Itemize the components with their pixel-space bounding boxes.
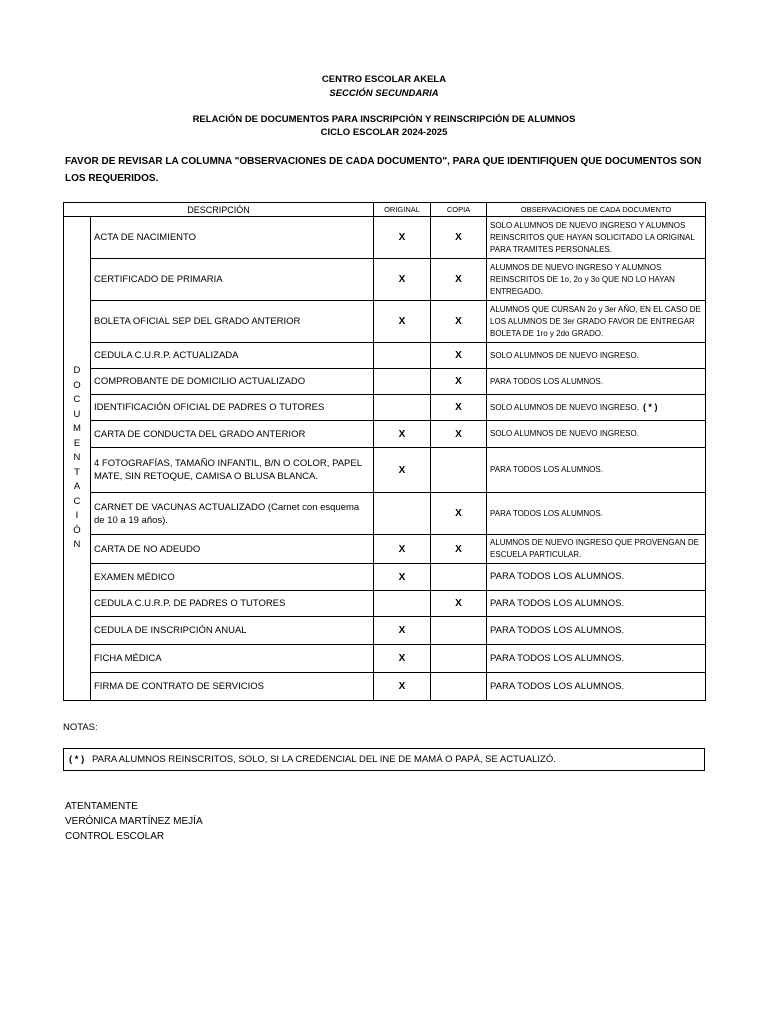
vertical-letter: E: [73, 437, 81, 449]
original-mark: X: [374, 617, 431, 645]
copy-mark: X: [431, 421, 487, 448]
observation-text: PARA TODOS LOS ALUMNOS.: [490, 465, 603, 474]
original-mark: [374, 591, 431, 617]
original-mark: [374, 395, 431, 421]
observation-text: ALUMNOS DE NUEVO INGRESO QUE PROVENGAN DE ESCUELA PARTICULAR.: [490, 538, 699, 559]
observation-text: SOLO ALUMNOS DE NUEVO INGRESO.: [490, 429, 639, 438]
header-observations: OBSERVACIONES DE CADA DOCUMENTO: [487, 203, 706, 217]
table-row: [64, 448, 706, 493]
observation-text: ALUMNOS DE NUEVO INGRESO Y ALUMNOS REINSCRITOS DE 1o, 2o y 3o QUE NO LO HAYAN ENTREGADO.: [490, 262, 675, 296]
copy-mark: [431, 448, 487, 493]
original-mark: X: [374, 535, 431, 564]
observation-cell: [487, 591, 706, 617]
vertical-letter: O: [73, 379, 81, 391]
table-header-row: [64, 203, 706, 217]
original-mark: [374, 493, 431, 535]
original-mark: [374, 369, 431, 395]
observation-cell: [487, 673, 706, 701]
vertical-letter: C: [73, 495, 81, 507]
signature-name: VERÓNICA MARTÍNEZ MEJÍA: [65, 816, 203, 827]
copy-mark: X: [431, 493, 487, 535]
original-mark: X: [374, 564, 431, 591]
school-cycle: CICLO ESCOLAR 2024-2025: [320, 127, 448, 138]
document-description: CERTIFICADO DE PRIMARIA: [91, 259, 374, 301]
copy-mark: X: [431, 395, 487, 421]
note-text: PARA ALUMNOS REINSCRITOS, SOLO, SI LA CREDENCIAL DEL INE DE MAMÁ O PAPÁ, SE ACTUALIZÓ.: [92, 754, 556, 765]
copy-mark: [431, 645, 487, 673]
signature-closing: ATENTAMENTE: [65, 801, 138, 812]
copy-mark: X: [431, 591, 487, 617]
document-description: ACTA DE NACIMIENTO: [91, 217, 374, 259]
original-mark: X: [374, 645, 431, 673]
observation-text: PARA TODOS LOS ALUMNOS.: [490, 597, 625, 609]
copy-mark: [431, 564, 487, 591]
copy-mark: X: [431, 343, 487, 369]
document-description: CARTA DE CONDUCTA DEL GRADO ANTERIOR: [91, 421, 374, 448]
table-row: [64, 343, 706, 369]
copy-mark: [431, 617, 487, 645]
vertical-letter: C: [73, 394, 81, 406]
copy-mark: X: [431, 369, 487, 395]
note-box: [63, 748, 705, 771]
header-original: ORIGINAL: [374, 203, 431, 217]
vertical-letter: I: [75, 510, 79, 522]
header-copy: COPIA: [431, 203, 487, 217]
observation-text: PARA TODOS LOS ALUMNOS.: [490, 571, 625, 582]
document-description: IDENTIFICACIÓN OFICIAL DE PADRES O TUTORES: [91, 395, 374, 421]
original-mark: X: [374, 217, 431, 259]
observation-cell: [487, 448, 706, 493]
document-description: FICHA MÉDICA: [91, 645, 374, 673]
original-mark: X: [374, 301, 431, 343]
document-description: EXAMEN MÉDICO: [91, 564, 374, 591]
section-name: SECCIÓN SECUNDARIA: [329, 88, 439, 99]
vertical-letter: D: [73, 365, 81, 377]
section-side-label: [64, 217, 91, 701]
document-description: COMPROBANTE DE DOMICILIO ACTUALIZADO: [91, 369, 374, 395]
observation-text: PARA TODOS LOS ALUMNOS.: [490, 508, 603, 518]
vertical-letter: M: [73, 423, 81, 435]
original-mark: X: [374, 448, 431, 493]
table-row: [64, 369, 706, 395]
table-row: [64, 259, 706, 301]
copy-mark: X: [431, 535, 487, 564]
table-row: [64, 301, 706, 343]
vertical-label: [73, 364, 81, 553]
observation-text: PARA TODOS LOS ALUMNOS.: [490, 376, 603, 386]
observation-cell: [487, 343, 706, 369]
document-description: CARTA DE NO ADEUDO: [91, 535, 374, 564]
table-row: [64, 645, 706, 673]
observation-text: SOLO ALUMNOS DE NUEVO INGRESO Y ALUMNOS REINSCRITOS QUE HAYAN SOLICITADO LA ORIGINAL PARA TRAMITES PERSONALES.: [490, 220, 695, 254]
original-mark: X: [374, 421, 431, 448]
table-row: [64, 564, 706, 591]
school-name: CENTRO ESCOLAR AKELA: [321, 74, 447, 85]
document-description: CEDULA C.U.R.P. DE PADRES O TUTORES: [91, 591, 374, 617]
vertical-letter: N: [73, 539, 81, 551]
copy-mark: [431, 673, 487, 701]
vertical-letter: T: [74, 466, 80, 478]
observation-text: PARA TODOS LOS ALUMNOS.: [490, 652, 625, 664]
copy-mark: X: [431, 259, 487, 301]
table-row: [64, 217, 706, 259]
observation-cell: [487, 301, 706, 343]
observation-text: PARA TODOS LOS ALUMNOS.: [490, 680, 625, 692]
table-row: [64, 591, 706, 617]
vertical-letter: N: [73, 452, 81, 464]
table-row: [64, 617, 706, 645]
note-reference-marker: ( * ): [642, 402, 658, 412]
vertical-letter: Ó: [73, 524, 81, 536]
observation-text: SOLO ALUMNOS DE NUEVO INGRESO.: [490, 403, 639, 412]
instruction-text: FAVOR DE REVISAR LA COLUMNA "OBSERVACIONES DE CADA DOCUMENTO", PARA QUE IDENTIFIQUEN QUE DOCUMENTOS SON LOS REQUERIDOS.: [65, 156, 702, 184]
observation-text: PARA TODOS LOS ALUMNOS.: [490, 624, 625, 636]
table-row: [64, 421, 706, 448]
original-mark: [374, 343, 431, 369]
documents-table: [63, 202, 706, 701]
observation-cell: [487, 645, 706, 673]
signature-department: CONTROL ESCOLAR: [65, 831, 165, 842]
table-row: [64, 395, 706, 421]
observation-text: ALUMNOS QUE CURSAN 2o y 3er AÑO, EN EL CASO DE LOS ALUMNOS DE 3er GRADO FAVOR DE ENTREGAR BOLETA DE 1ro y 2do GRADO.: [490, 304, 701, 338]
observation-cell: [487, 493, 706, 535]
table-row: [64, 673, 706, 701]
table-row: [64, 535, 706, 564]
document-description: BOLETA OFICIAL SEP DEL GRADO ANTERIOR: [91, 301, 374, 343]
observation-cell: [487, 369, 706, 395]
vertical-letter: A: [73, 481, 81, 493]
observation-cell: [487, 395, 706, 421]
header-description: DESCRIPCIÓN: [64, 203, 374, 217]
notes-label: NOTAS:: [63, 722, 98, 733]
vertical-letter: U: [73, 408, 81, 420]
table-row: [64, 493, 706, 535]
observation-cell: [487, 535, 706, 564]
original-mark: X: [374, 673, 431, 701]
document-description: CEDULA DE INSCRIPCIÓN ANUAL: [91, 617, 374, 645]
original-mark: X: [374, 259, 431, 301]
observation-cell: [487, 617, 706, 645]
note-marker: ( * ): [69, 754, 85, 765]
copy-mark: X: [431, 301, 487, 343]
observation-cell: [487, 259, 706, 301]
document-description: CEDULA C.U.R.P. ACTUALIZADA: [91, 343, 374, 369]
document-description: CARNET DE VACUNAS ACTUALIZADO (Carnet con esquema de 10 a 19 años).: [91, 493, 374, 535]
document-description: FIRMA DE CONTRATO DE SERVICIOS: [91, 673, 374, 701]
observation-cell: [487, 421, 706, 448]
copy-mark: X: [431, 217, 487, 259]
observation-cell: [487, 217, 706, 259]
document-description: 4 FOTOGRAFÍAS, TAMAÑO INFANTIL, B/N O COLOR, PAPEL MATE, SIN RETOQUE, CAMISA O BLUSA BLANCA.: [91, 448, 374, 493]
document-title: RELACIÓN DE DOCUMENTOS PARA INSCRIPCIÓN Y REINSCRIPCIÓN DE ALUMNOS: [192, 114, 576, 125]
observation-cell: [487, 564, 706, 591]
observation-text: SOLO ALUMNOS DE NUEVO INGRESO.: [490, 350, 639, 360]
